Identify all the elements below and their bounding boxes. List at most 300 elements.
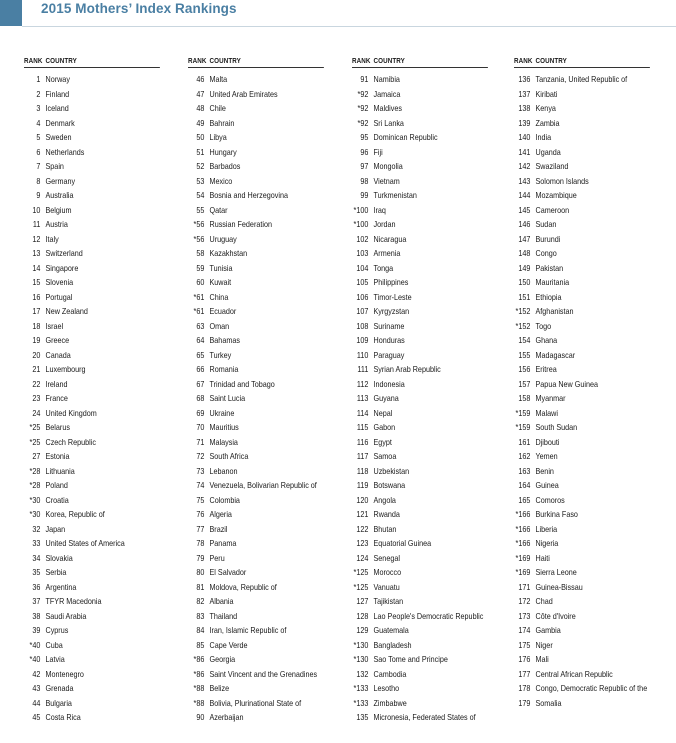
country-cell: Slovakia bbox=[45, 552, 73, 563]
rank-cell: 32 bbox=[32, 523, 41, 534]
rank-cell: 113 bbox=[356, 393, 369, 403]
table-row bbox=[24, 159, 160, 174]
rank-cell: *166 bbox=[515, 509, 531, 519]
table-row bbox=[188, 377, 324, 392]
table-row bbox=[514, 565, 650, 580]
rank-cell: 109 bbox=[356, 335, 369, 345]
rank-cell: 37 bbox=[32, 596, 41, 606]
table-row bbox=[188, 304, 324, 319]
country-cell: Turkmenistan bbox=[373, 190, 417, 200]
table-row bbox=[514, 420, 650, 435]
table-row bbox=[188, 623, 324, 638]
rank-cell: 121 bbox=[356, 509, 369, 519]
rank-cell: *166 bbox=[515, 538, 531, 548]
rank-cell: 24 bbox=[32, 407, 41, 418]
rank-cell: 161 bbox=[518, 436, 531, 447]
country-cell: Ethiopia bbox=[535, 291, 562, 302]
rankings-column bbox=[514, 56, 650, 710]
rank-cell: *125 bbox=[353, 581, 369, 592]
rank-cell: 69 bbox=[196, 407, 205, 418]
table-row bbox=[352, 522, 488, 537]
country-cell: Lithuania bbox=[45, 465, 75, 476]
rank-cell: 176 bbox=[518, 654, 531, 664]
rank-cell: 36 bbox=[32, 581, 41, 592]
table-row bbox=[352, 638, 488, 653]
rankings-column bbox=[24, 56, 160, 725]
rank-cell: 154 bbox=[518, 335, 531, 345]
country-cell: Thailand bbox=[209, 610, 238, 621]
rank-cell: 18 bbox=[32, 320, 41, 331]
country-cell: Indonesia bbox=[373, 378, 405, 389]
country-cell: Madagascar bbox=[535, 349, 576, 360]
table-row bbox=[514, 609, 650, 624]
table-row bbox=[188, 261, 324, 276]
rank-cell: 45 bbox=[32, 712, 41, 722]
table-row bbox=[188, 493, 324, 508]
rank-cell: 129 bbox=[356, 625, 369, 635]
country-cell: Chad bbox=[535, 596, 553, 606]
table-row bbox=[352, 261, 488, 276]
table-row bbox=[514, 681, 650, 696]
country-cell: Papua New Guinea bbox=[535, 378, 598, 389]
table-row bbox=[352, 507, 488, 522]
table-row bbox=[188, 203, 324, 218]
country-cell: Djibouti bbox=[535, 436, 560, 447]
table-row bbox=[188, 159, 324, 174]
country-cell: Cameroon bbox=[535, 204, 570, 215]
table-row bbox=[352, 319, 488, 334]
country-cell: Uzbekistan bbox=[373, 465, 410, 476]
column-header bbox=[188, 56, 324, 68]
country-cell: Angola bbox=[373, 494, 396, 505]
rank-cell: 108 bbox=[356, 320, 369, 331]
rank-cell: 53 bbox=[196, 175, 205, 186]
country-cell: Egypt bbox=[373, 436, 392, 447]
rank-cell: 84 bbox=[196, 625, 205, 635]
table-row bbox=[24, 72, 160, 87]
country-cell: Denmark bbox=[45, 117, 75, 128]
table-row bbox=[352, 420, 488, 435]
table-row bbox=[24, 275, 160, 290]
rank-cell: 8 bbox=[36, 175, 41, 186]
table-row bbox=[188, 362, 324, 377]
country-cell: Algeria bbox=[209, 509, 232, 519]
table-row bbox=[24, 217, 160, 232]
table-row bbox=[514, 449, 650, 464]
country-cell: Senegal bbox=[373, 552, 400, 563]
rank-cell: 70 bbox=[196, 422, 205, 432]
rank-cell: 99 bbox=[360, 190, 369, 200]
table-row bbox=[24, 362, 160, 377]
country-cell: Equatorial Guinea bbox=[373, 538, 432, 548]
table-row bbox=[24, 188, 160, 203]
rank-cell: 6 bbox=[36, 146, 41, 157]
country-cell: Belarus bbox=[45, 422, 70, 432]
rank-cell: *169 bbox=[515, 567, 531, 577]
country-cell: Sri Lanka bbox=[373, 117, 404, 128]
rank-cell: *133 bbox=[353, 683, 369, 693]
country-cell: Guatemala bbox=[373, 625, 409, 635]
country-cell: Peru bbox=[209, 552, 225, 563]
table-row bbox=[514, 116, 650, 131]
table-row bbox=[352, 145, 488, 160]
rank-cell: 10 bbox=[32, 204, 41, 215]
table-row bbox=[24, 594, 160, 609]
table-row bbox=[352, 203, 488, 218]
table-row bbox=[352, 594, 488, 609]
table-row bbox=[188, 72, 324, 87]
table-row bbox=[188, 275, 324, 290]
country-cell: Cambodia bbox=[373, 668, 407, 679]
rank-cell: 75 bbox=[196, 494, 205, 505]
country-cell: Guinea-Bissau bbox=[535, 581, 583, 592]
rank-cell: 13 bbox=[32, 248, 41, 258]
country-cell: Sierra Leone bbox=[535, 567, 577, 577]
country-cell: Latvia bbox=[45, 654, 65, 664]
country-cell: Paraguay bbox=[373, 349, 405, 360]
country-cell: Argentina bbox=[45, 581, 77, 592]
country-cell: Suriname bbox=[373, 320, 405, 331]
rank-cell: 50 bbox=[196, 132, 205, 142]
table-row bbox=[24, 348, 160, 363]
table-row bbox=[188, 333, 324, 348]
country-cell: Congo, Democratic Republic of the bbox=[535, 683, 648, 693]
table-row bbox=[188, 232, 324, 247]
country-cell: Qatar bbox=[209, 204, 228, 215]
rank-cell: 114 bbox=[356, 407, 369, 418]
country-cell: Switzerland bbox=[45, 248, 83, 258]
rank-cell: 132 bbox=[356, 668, 369, 679]
rank-cell: 39 bbox=[32, 625, 41, 635]
rank-cell: 128 bbox=[356, 610, 369, 621]
country-cell: Estonia bbox=[45, 451, 70, 461]
table-row bbox=[188, 580, 324, 595]
country-cell: Bolivia, Plurinational State of bbox=[209, 697, 302, 708]
rank-cell: *61 bbox=[193, 291, 205, 302]
country-cell: Ghana bbox=[535, 335, 558, 345]
table-row bbox=[352, 478, 488, 493]
rank-cell: 145 bbox=[518, 204, 531, 215]
table-row bbox=[24, 710, 160, 725]
rank-cell: 150 bbox=[518, 277, 531, 287]
rank-cell: 16 bbox=[32, 291, 41, 302]
country-cell: Lebanon bbox=[209, 465, 238, 476]
table-row bbox=[24, 391, 160, 406]
table-row bbox=[352, 652, 488, 667]
table-row bbox=[352, 188, 488, 203]
country-cell: Mauritius bbox=[209, 422, 239, 432]
table-row bbox=[24, 406, 160, 421]
country-cell: Timor-Leste bbox=[373, 291, 412, 302]
country-cell: Saint Lucia bbox=[209, 393, 246, 403]
table-row bbox=[352, 362, 488, 377]
rank-cell: 34 bbox=[32, 552, 41, 563]
rank-cell: 82 bbox=[196, 596, 205, 606]
country-cell: Malawi bbox=[535, 407, 558, 418]
table-row bbox=[188, 87, 324, 102]
rank-cell: 47 bbox=[196, 88, 205, 99]
country-cell: Poland bbox=[45, 480, 68, 490]
rank-cell: *159 bbox=[515, 407, 531, 418]
country-cell: Bahrain bbox=[209, 117, 235, 128]
rank-header: RANK bbox=[188, 56, 207, 65]
rank-cell: *40 bbox=[29, 639, 41, 650]
rankings-column bbox=[352, 56, 488, 725]
rank-cell: 23 bbox=[32, 393, 41, 403]
rank-cell: 33 bbox=[32, 538, 41, 548]
rank-cell: 1 bbox=[36, 74, 41, 84]
country-cell: Costa Rica bbox=[45, 712, 81, 722]
table-row bbox=[514, 522, 650, 537]
rank-cell: 58 bbox=[196, 248, 205, 258]
country-cell: Ecuador bbox=[209, 306, 237, 316]
table-row bbox=[514, 87, 650, 102]
rank-cell: 22 bbox=[32, 378, 41, 389]
rank-cell: *56 bbox=[193, 233, 205, 244]
rank-cell: *30 bbox=[29, 509, 41, 519]
country-cell: India bbox=[535, 132, 552, 142]
country-cell: Ireland bbox=[45, 378, 68, 389]
table-row bbox=[24, 116, 160, 131]
country-cell: Tajikistan bbox=[373, 596, 404, 606]
country-cell: Mongolia bbox=[373, 161, 403, 171]
table-row bbox=[24, 681, 160, 696]
table-row bbox=[24, 130, 160, 145]
rank-cell: 139 bbox=[518, 117, 531, 128]
table-row bbox=[24, 696, 160, 711]
rank-cell: 164 bbox=[518, 480, 531, 490]
rank-cell: 52 bbox=[196, 161, 205, 171]
table-row bbox=[514, 246, 650, 261]
table-row bbox=[352, 667, 488, 682]
table-row bbox=[352, 377, 488, 392]
country-cell: Libya bbox=[209, 132, 227, 142]
rank-cell: 43 bbox=[32, 683, 41, 693]
country-cell: Central African Republic bbox=[535, 668, 613, 679]
table-row bbox=[352, 391, 488, 406]
rank-cell: *100 bbox=[353, 204, 369, 215]
table-row bbox=[514, 652, 650, 667]
rank-cell: *133 bbox=[353, 697, 369, 708]
table-row bbox=[514, 362, 650, 377]
rank-cell: 12 bbox=[32, 233, 41, 244]
table-row bbox=[24, 435, 160, 450]
rank-cell: 104 bbox=[356, 262, 369, 273]
table-row bbox=[24, 449, 160, 464]
country-cell: Iraq bbox=[373, 204, 386, 215]
country-cell: Uganda bbox=[535, 146, 561, 157]
table-row bbox=[24, 565, 160, 580]
rank-cell: 115 bbox=[356, 422, 369, 432]
country-cell: Luxembourg bbox=[45, 364, 86, 374]
table-row bbox=[514, 159, 650, 174]
rank-cell: 163 bbox=[518, 465, 531, 476]
table-row bbox=[188, 522, 324, 537]
rank-cell: 179 bbox=[518, 697, 531, 708]
rank-cell: *86 bbox=[193, 668, 205, 679]
country-header: COUNTRY bbox=[209, 56, 241, 65]
country-cell: Finland bbox=[45, 88, 70, 99]
country-cell: Georgia bbox=[209, 654, 236, 664]
rank-cell: 74 bbox=[196, 480, 205, 490]
country-cell: Barbados bbox=[209, 161, 241, 171]
country-cell: Russian Federation bbox=[209, 219, 272, 229]
rank-cell: 148 bbox=[518, 248, 531, 258]
rank-cell: 11 bbox=[32, 219, 41, 229]
country-cell: Mozambique bbox=[535, 190, 577, 200]
table-row bbox=[24, 203, 160, 218]
rank-cell: 96 bbox=[360, 146, 369, 157]
title-divider bbox=[22, 26, 676, 27]
rank-cell: *125 bbox=[353, 567, 369, 577]
country-cell: Bangladesh bbox=[373, 639, 412, 650]
table-row bbox=[352, 217, 488, 232]
table-row bbox=[188, 696, 324, 711]
rank-cell: 5 bbox=[36, 132, 41, 142]
table-row bbox=[24, 667, 160, 682]
table-row bbox=[514, 290, 650, 305]
country-cell: Austria bbox=[45, 219, 68, 229]
rank-cell: 116 bbox=[356, 436, 369, 447]
country-cell: South Africa bbox=[209, 451, 249, 461]
table-row bbox=[188, 116, 324, 131]
rank-cell: 71 bbox=[196, 436, 205, 447]
table-row bbox=[514, 203, 650, 218]
rank-cell: 60 bbox=[196, 277, 205, 287]
country-cell: Swaziland bbox=[535, 161, 569, 171]
rank-cell: 83 bbox=[196, 610, 205, 621]
table-row bbox=[352, 232, 488, 247]
country-cell: Armenia bbox=[373, 248, 401, 258]
table-row bbox=[24, 101, 160, 116]
rank-cell: 135 bbox=[356, 712, 369, 722]
rank-header: RANK bbox=[352, 56, 371, 65]
table-row bbox=[188, 536, 324, 551]
country-cell: Mexico bbox=[209, 175, 233, 186]
rank-cell: 107 bbox=[356, 306, 369, 316]
column-header bbox=[514, 56, 650, 68]
table-row bbox=[352, 275, 488, 290]
country-cell: Belize bbox=[209, 683, 230, 693]
table-row bbox=[514, 72, 650, 87]
country-cell: Canada bbox=[45, 349, 71, 360]
country-cell: Lao People's Democratic Republic bbox=[373, 610, 484, 621]
rank-cell: *130 bbox=[353, 654, 369, 664]
country-cell: Cyprus bbox=[45, 625, 69, 635]
rank-cell: 173 bbox=[518, 610, 531, 621]
table-row bbox=[352, 101, 488, 116]
table-row bbox=[514, 101, 650, 116]
country-cell: Samoa bbox=[373, 451, 397, 461]
table-row bbox=[352, 681, 488, 696]
table-row bbox=[352, 406, 488, 421]
rank-cell: 85 bbox=[196, 639, 205, 650]
rank-cell: 178 bbox=[518, 683, 531, 693]
table-row bbox=[352, 449, 488, 464]
rank-cell: 66 bbox=[196, 364, 205, 374]
rank-cell: *40 bbox=[29, 654, 41, 664]
rank-cell: 136 bbox=[518, 74, 531, 84]
country-cell: Serbia bbox=[45, 567, 67, 577]
rank-cell: 35 bbox=[32, 567, 41, 577]
rank-cell: *130 bbox=[353, 639, 369, 650]
table-row bbox=[514, 536, 650, 551]
rank-cell: 146 bbox=[518, 219, 531, 229]
rank-cell: 141 bbox=[518, 146, 531, 157]
table-row bbox=[188, 652, 324, 667]
country-cell: Zimbabwe bbox=[373, 697, 407, 708]
rank-cell: 127 bbox=[356, 596, 369, 606]
country-cell: Bhutan bbox=[373, 523, 397, 534]
rank-cell: 123 bbox=[356, 538, 369, 548]
country-cell: Panama bbox=[209, 538, 237, 548]
rank-cell: 118 bbox=[356, 465, 369, 476]
country-cell: Nigeria bbox=[535, 538, 559, 548]
country-cell: Gambia bbox=[535, 625, 561, 635]
country-cell: Korea, Republic of bbox=[45, 509, 105, 519]
rank-cell: 155 bbox=[518, 349, 531, 360]
rank-cell: 156 bbox=[518, 364, 531, 374]
country-cell: Afghanistan bbox=[535, 306, 574, 316]
country-cell: Colombia bbox=[209, 494, 240, 505]
country-cell: Chile bbox=[209, 103, 226, 113]
table-row bbox=[352, 246, 488, 261]
rank-cell: 19 bbox=[32, 335, 41, 345]
table-row bbox=[24, 290, 160, 305]
rank-cell: *25 bbox=[29, 422, 41, 432]
table-row bbox=[188, 507, 324, 522]
table-row bbox=[188, 217, 324, 232]
table-row bbox=[514, 696, 650, 711]
rank-cell: 65 bbox=[196, 349, 205, 360]
country-cell: Malaysia bbox=[209, 436, 238, 447]
rank-cell: 14 bbox=[32, 262, 41, 273]
country-cell: Turkey bbox=[209, 349, 232, 360]
table-row bbox=[514, 406, 650, 421]
table-row bbox=[352, 435, 488, 450]
rank-cell: *169 bbox=[515, 552, 531, 563]
rank-cell: 174 bbox=[518, 625, 531, 635]
rank-cell: *92 bbox=[357, 117, 369, 128]
rank-cell: 63 bbox=[196, 320, 205, 331]
table-row bbox=[24, 623, 160, 638]
table-row bbox=[352, 348, 488, 363]
table-row bbox=[24, 304, 160, 319]
country-cell: Azerbaijan bbox=[209, 712, 244, 722]
rank-cell: 102 bbox=[356, 233, 369, 244]
country-cell: Comoros bbox=[535, 494, 565, 505]
table-row bbox=[514, 377, 650, 392]
rank-cell: *30 bbox=[29, 494, 41, 505]
table-row bbox=[352, 116, 488, 131]
rank-cell: *56 bbox=[193, 219, 205, 229]
country-cell: Eritrea bbox=[535, 364, 557, 374]
rank-cell: 97 bbox=[360, 161, 369, 171]
country-cell: Congo bbox=[535, 248, 557, 258]
rank-cell: 72 bbox=[196, 451, 205, 461]
rank-cell: 106 bbox=[356, 291, 369, 302]
table-row bbox=[188, 174, 324, 189]
rank-cell: 103 bbox=[356, 248, 369, 258]
country-cell: Norway bbox=[45, 74, 70, 84]
rank-cell: 51 bbox=[196, 146, 205, 157]
table-row bbox=[514, 391, 650, 406]
country-cell: Romania bbox=[209, 364, 239, 374]
country-cell: Burundi bbox=[535, 233, 561, 244]
table-row bbox=[352, 333, 488, 348]
column-header bbox=[352, 56, 488, 68]
table-row bbox=[352, 710, 488, 725]
